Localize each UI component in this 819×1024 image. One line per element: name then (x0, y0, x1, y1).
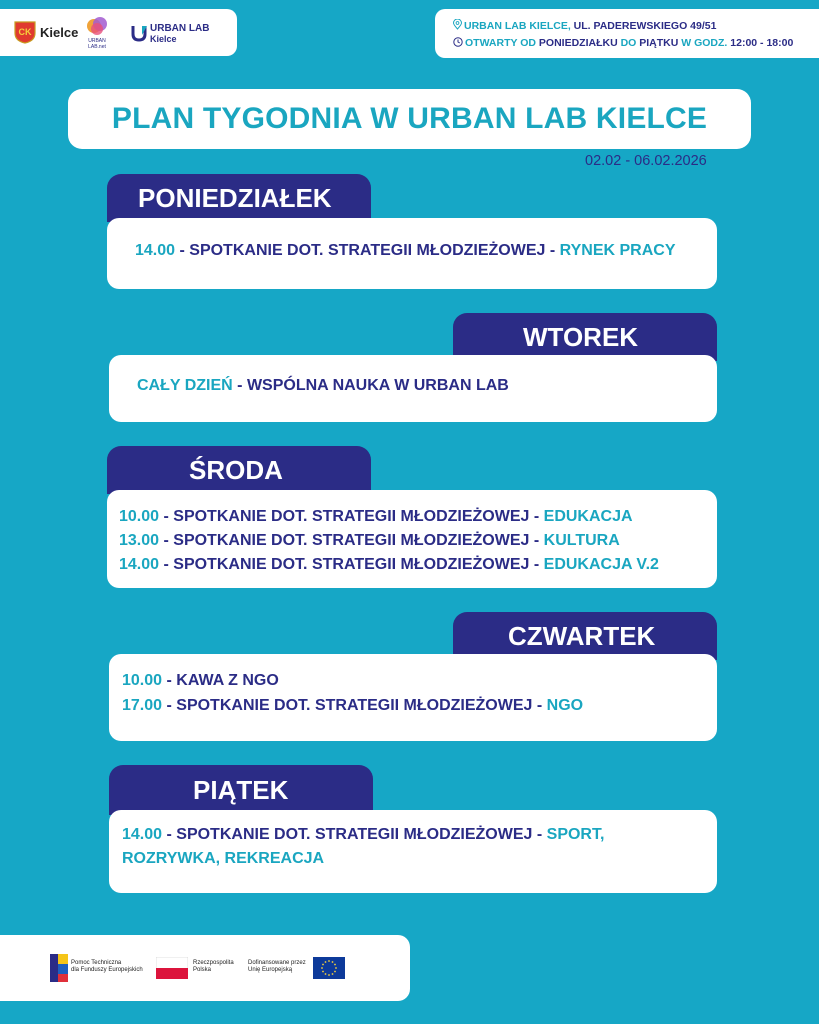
event-sep: - (532, 697, 547, 714)
day-tab-thursday (453, 612, 717, 660)
hours-text-2: PONIEDZIAŁKU (538, 37, 618, 49)
day-name: PONIEDZIAŁEK (138, 182, 332, 213)
event-sep: - (529, 556, 544, 573)
fe-label (71, 960, 143, 974)
urbanlab-kielce-sub: Kielce (150, 34, 177, 44)
hours-text-5: W GODZ. (681, 37, 728, 49)
event-desc: SPOTKANIE DOT. STRATEGII MŁODZIEŻOWEJ (173, 556, 530, 573)
european-funds-icon (50, 954, 68, 982)
fe-line-1: Pomoc Techniczna (71, 960, 122, 966)
event-line (119, 508, 633, 526)
event-topic: SPORT, (546, 826, 605, 843)
hours-line (453, 37, 793, 49)
event-desc: WSPÓLNA NAUKA W URBAN LAB (246, 377, 509, 394)
event-topic: RYNEK PRACY (559, 242, 676, 259)
event-sep: - (159, 508, 174, 525)
hours-text-4: PIĄTKU (639, 37, 679, 49)
address-box (435, 9, 819, 58)
city-crest-icon (14, 20, 36, 44)
event-sep: - (529, 508, 544, 525)
funding-logos-box (0, 935, 410, 1001)
map-pin-icon (453, 19, 462, 30)
address-street: UL. PADEREWSKIEGO 49/51 (573, 20, 717, 32)
day-name: PIĄTEK (193, 774, 289, 805)
event-topic: KULTURA (543, 532, 620, 549)
event-topic: EDUKACJA (543, 508, 633, 525)
page-title: PLAN TYGODNIA W URBAN LAB KIELCE (111, 102, 708, 135)
event-sep: - (162, 826, 177, 843)
fe-line-2: dla Funduszy Europejskich (71, 967, 143, 973)
event-topic: NGO (546, 697, 584, 714)
event-desc: SPOTKANIE DOT. STRATEGII MŁODZIEŻOWEJ (173, 508, 530, 525)
rp-line-1: Rzeczpospolita (193, 960, 234, 966)
event-desc: SPOTKANIE DOT. STRATEGII MŁODZIEŻOWEJ (176, 697, 533, 714)
event-sep: - (159, 556, 174, 573)
event-line (122, 850, 324, 868)
event-line (119, 556, 659, 574)
eu-line-1: Dofinansowane przez (248, 960, 306, 966)
day-tab-tuesday (453, 313, 717, 361)
day-tab-friday (109, 765, 373, 815)
event-line (119, 532, 620, 550)
day-card-monday (107, 218, 717, 289)
event-line (122, 826, 604, 844)
day-tab-wednesday (107, 446, 371, 494)
event-time: 17.00 (122, 697, 163, 714)
partner-logos-box (0, 9, 237, 56)
urbanlab-kielce-title: URBAN LAB (150, 23, 210, 34)
eu-flag-icon (313, 957, 345, 979)
event-line (135, 242, 676, 260)
event-desc: KAWA Z NGO (176, 672, 279, 689)
event-desc: SPOTKANIE DOT. STRATEGII MŁODZIEŻOWEJ (176, 826, 533, 843)
poland-flag-icon (156, 957, 188, 979)
urbanlab-net-icon (85, 15, 109, 37)
event-sep: - (162, 672, 177, 689)
title-box (68, 89, 751, 149)
rp-label (193, 960, 234, 974)
day-card-wednesday (107, 490, 717, 588)
address-line (453, 19, 716, 32)
hours-text-1: OTWARTY OD (465, 37, 536, 49)
event-sep: - (162, 697, 177, 714)
event-line (122, 672, 279, 690)
event-sep: - (159, 532, 174, 549)
event-time: 13.00 (119, 532, 160, 549)
svg-text:CK: CK (18, 27, 32, 37)
eu-line-2: Unię Europejską (248, 967, 293, 973)
event-time: 10.00 (119, 508, 160, 525)
event-sep: - (532, 826, 547, 843)
eu-label (248, 960, 306, 974)
hours-text-6: 12:00 - 18:00 (730, 37, 794, 49)
clock-icon (453, 37, 463, 47)
event-topic: EDUKACJA V.2 (543, 556, 659, 573)
address-prefix: URBAN LAB KIELCE, (464, 20, 571, 32)
event-time: 14.00 (119, 556, 160, 573)
event-time: 14.00 (122, 826, 163, 843)
day-card-tuesday (109, 355, 717, 422)
event-line (137, 377, 509, 395)
event-desc: SPOTKANIE DOT. STRATEGII MŁODZIEŻOWEJ (173, 532, 530, 549)
day-name: ŚRODA (189, 454, 283, 485)
urbanlab-net-text: URBAN LAB.net (88, 38, 106, 50)
event-sep: - (232, 377, 247, 394)
hours-text-3: DO (620, 37, 637, 49)
urbanlab-net-logo (85, 15, 109, 51)
event-desc: SPOTKANIE DOT. STRATEGII MŁODZIEŻOWEJ (189, 242, 546, 259)
day-name: WTOREK (523, 321, 639, 352)
day-card-thursday (109, 654, 717, 741)
kielce-logo-text: Kielce (40, 25, 79, 40)
event-time: 10.00 (122, 672, 163, 689)
event-sep: - (529, 532, 544, 549)
event-sep: - (545, 242, 560, 259)
event-topic: ROZRYWKA, REKREACJA (122, 850, 325, 867)
date-range: 02.02 - 06.02.2026 (585, 153, 707, 169)
event-time: 14.00 (135, 242, 176, 259)
day-tab-monday (107, 174, 371, 222)
day-name: CZWARTEK (508, 620, 656, 651)
day-card-friday (109, 810, 717, 893)
event-line (122, 697, 583, 715)
event-sep: - (175, 242, 190, 259)
rp-line-2: Polska (193, 967, 212, 973)
event-time: CAŁY DZIEŃ (137, 377, 233, 394)
urbanlab-kielce-icon (130, 23, 150, 43)
